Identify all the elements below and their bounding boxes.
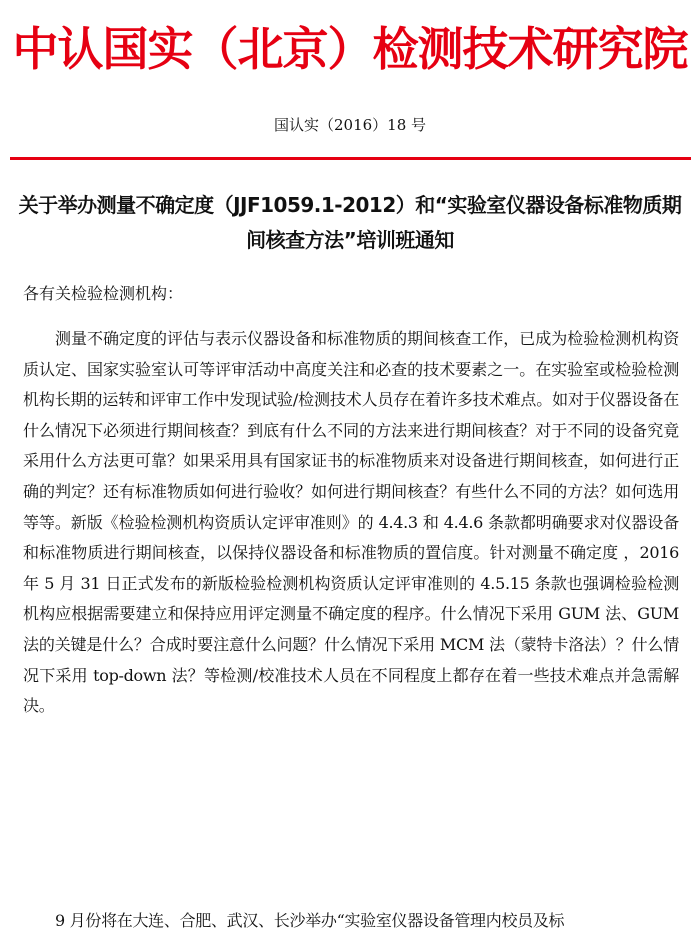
- document-number: 国认实（2016）18 号: [273, 116, 427, 134]
- body-paragraph: 9 月份将在大连、合肥、武汉、长沙举办“实验室仪器设备管理内校员及标: [55, 911, 565, 930]
- organization-letterhead: 中认国实（北京）检测技术研究院: [12, 22, 688, 76]
- salutation: 各有关检验检测机构：: [23, 284, 184, 303]
- body-paragraph: 测量不确定度的评估与表示仪器设备和标准物质的期间核查工作，已成为检验检测机构资质认定、国家实验室认可等评审活动中高度关注和必查的技术要素之一。在实验室或检验检测机构长期的运转和评审工作中发现试验/检测技术人员存在着许多技术难点。如对于仪器设备在什么情况下必须进行期间核查？到底有什么不同的方法来进行期间核查？对于不同的设备究竟采用什么方法更可靠？如果采用具有国家证书的标准物质来对设备进行期间核查，如何进行正确的判定？还有标准物质如何进行验收？如何进行期间核查？有些什么不同的方法？如何选用等等。新版《检验检测机构资质认定评审准则》的 4.4.3 和 4.4.6 条款都明确要求对仪器设备和标准物质进行期间核查，以保持仪器设备和标准物质的置信度。针对测量不确定度 ，2016 年 5 月 31 日正式发布的新版检验检测机构资质认定评审准则的 4.5.15 条款也强调检验检测机构应根据需要建立和保持应用评定测量不确定度的程序。什么情况下采用 GUM 法、GUM 法的关键是什么？合成时要注意什么问题？什么情况下采用 MCM 法（蒙特卡洛法）？什么情况下采用 top-down 法？等检测/校准技术人员在不同程度上都存在着一些技术难点并急需解决。: [23, 329, 679, 716]
- notice-title: 关于举办测量不确定度（JJF1059.1-2012）和“实验室仪器设备标准物质期间核查方法”培训班通知: [18, 193, 682, 252]
- header-divider: [10, 157, 691, 160]
